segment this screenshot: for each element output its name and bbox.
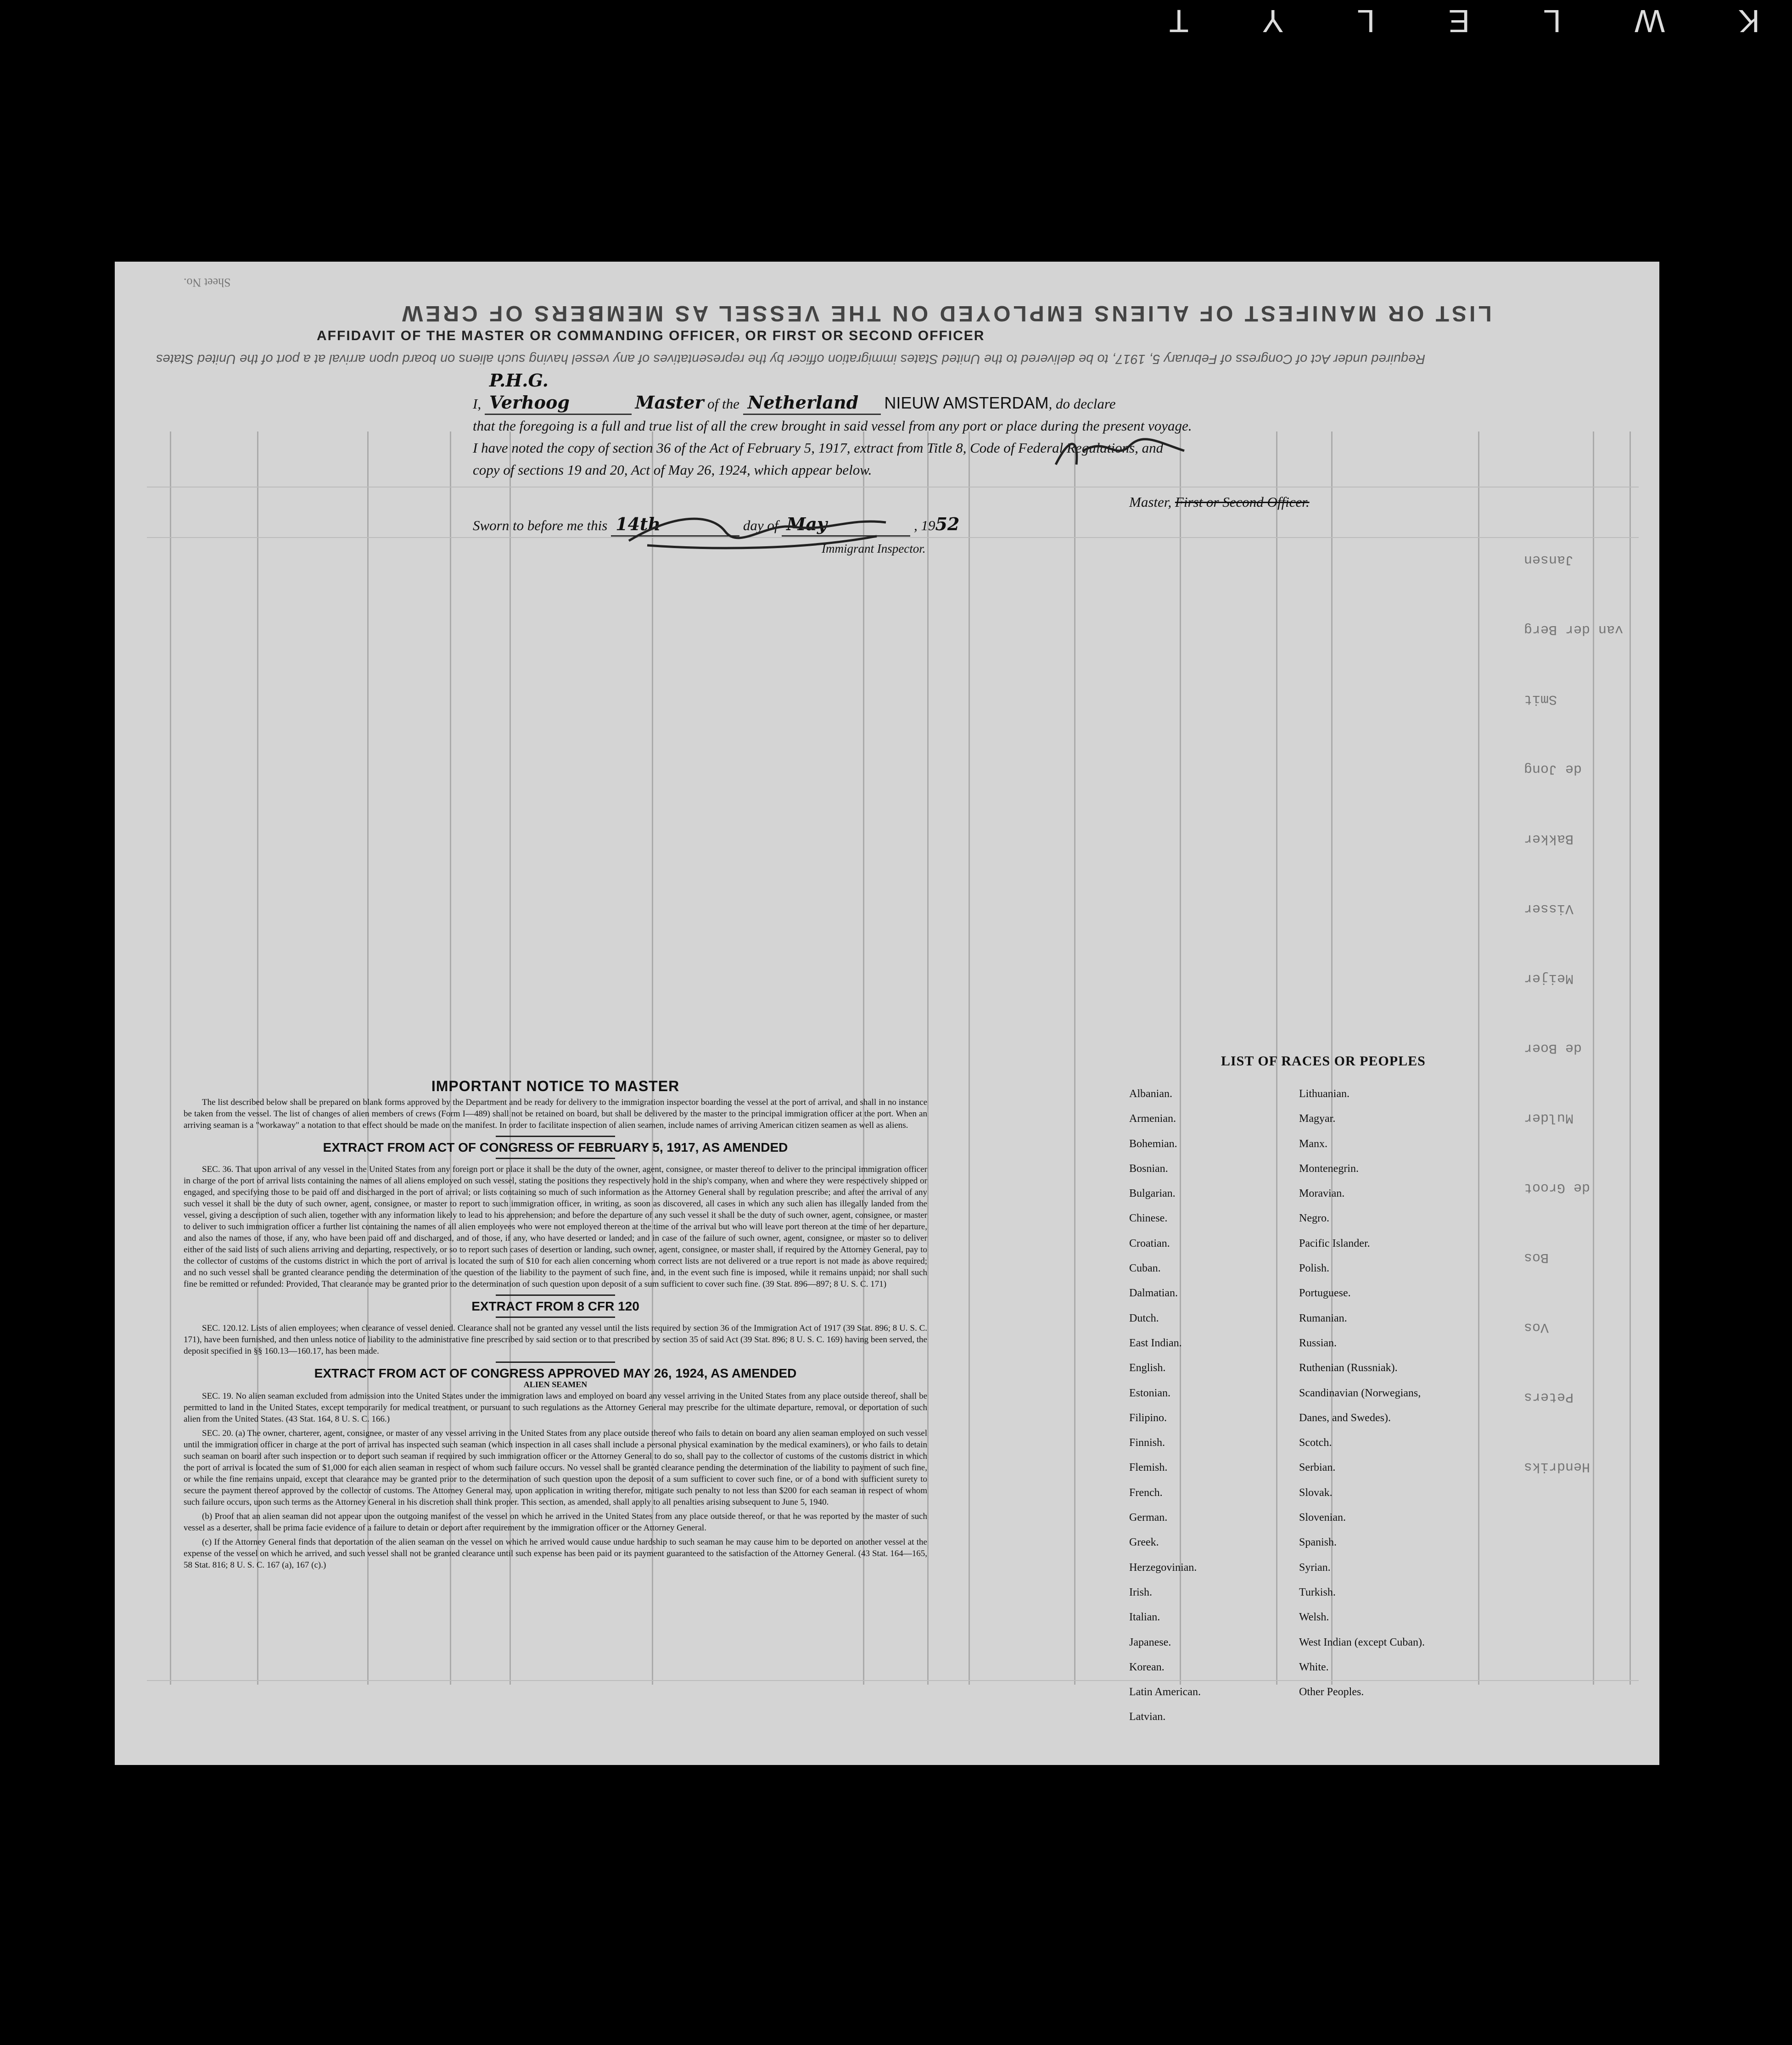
race-item: Magyar. (1299, 1113, 1336, 1125)
race-item: Herzegovinian. (1129, 1561, 1197, 1574)
race-item: English. (1129, 1362, 1166, 1374)
sworn-line: Sworn to before me this 14th day of May , 1952 (473, 513, 1409, 537)
race-item: Montenegrin. (1299, 1162, 1359, 1175)
race-item: Negro. (1299, 1212, 1329, 1225)
extract-cfr-text: SEC. 120.12. Lists of alien employees; when clearance of vessel denied. Clearance shall not be granted any vessel until the lists required by section 36 of the Immigration Act of 1917 (39 Stat. 896; 8 U. S. C. 171), have been furnished, and then unless notice of liability to the administrative fine prescribed by said section or to that prescribed by section 35 of said Act (39 Stat. 896; 8 U. S. C. 169) having been served, the deposit specified in §§ 160.13—160.17, has been made. (184, 1323, 927, 1356)
race-item: Bohemian. (1129, 1137, 1177, 1150)
race-item: Albanian. (1129, 1088, 1172, 1100)
race-item: Greek. (1129, 1536, 1159, 1549)
nationality-handwritten: Netherland (743, 392, 881, 415)
race-item: Latvian. (1129, 1711, 1166, 1723)
race-item: East Indian. (1129, 1337, 1182, 1349)
race-item: Dutch. (1129, 1312, 1159, 1324)
bleed-name: Bakker (1524, 831, 1574, 846)
race-item: German. (1129, 1512, 1168, 1524)
master-signature (1051, 432, 1189, 481)
film-mark: T (1169, 3, 1189, 39)
race-item: Armenian. (1129, 1113, 1176, 1125)
bleed-name: Smit (1524, 691, 1557, 707)
races-column-2 (1299, 1088, 1425, 1711)
race-item: Moravian. (1299, 1188, 1345, 1200)
sheet-number-label: Sheet No. (184, 276, 231, 289)
race-item: Scandinavian (Norwegians, (1299, 1387, 1421, 1399)
race-item: Scotch. (1299, 1437, 1332, 1449)
race-item: Bulgarian. (1129, 1188, 1176, 1200)
extract-1924-heading: EXTRACT FROM ACT OF CONGRESS APPROVED MAY 26, 1924, AS AMENDED (314, 1366, 797, 1380)
affidavit-text (473, 370, 1409, 537)
bleed-name: de Jong (1524, 761, 1582, 777)
race-item: Estonian. (1129, 1387, 1170, 1399)
race-item: Chinese. (1129, 1212, 1168, 1225)
bleed-name: de Boer (1524, 1040, 1582, 1056)
inspector-caption: Immigrant Inspector. (822, 542, 926, 555)
vessel-name-stamp: NIEUW AMSTERDAM (884, 393, 1049, 412)
race-item: Turkish. (1299, 1586, 1336, 1598)
race-item: Dalmatian. (1129, 1287, 1178, 1300)
extract-1917-heading: EXTRACT FROM ACT OF CONGRESS OF FEBRUARY 5, 1917, AS AMENDED (323, 1140, 788, 1154)
race-item: Flemish. (1129, 1462, 1168, 1474)
affidavit-heading: AFFIDAVIT OF THE MASTER OR COMMANDING OFFICER, OR FIRST OR SECOND OFFICER (317, 328, 985, 343)
sworn-year-handwritten: 52 (935, 514, 960, 534)
sec-20b-text: (b) Proof that an alien seaman did not appear upon the outgoing manifest of the vessel on which he arrived in the United States from any place outside thereof, or that he was reported by the master of such vessel as a deserter, shall be prima facie evidence of a failure to detain or deport after requirement by the immigration officer or the Attorney General. (184, 1512, 927, 1533)
race-item: Serbian. (1299, 1462, 1336, 1474)
form-title-mirrored: LIST OR MANIFEST OF ALIENS EMPLOYED ON THE VESSEL AS MEMBERS OF CREW (399, 301, 1492, 325)
race-item: Finnish. (1129, 1437, 1165, 1449)
race-item: Irish. (1129, 1586, 1152, 1598)
extract-cfr-heading: EXTRACT FROM 8 CFR 120 (471, 1299, 639, 1313)
race-item: Filipino. (1129, 1412, 1167, 1424)
race-item: Other Peoples. (1299, 1686, 1364, 1698)
race-item: Croatian. (1129, 1237, 1170, 1249)
race-item: Russian. (1299, 1337, 1337, 1349)
film-mark: Y (1262, 3, 1284, 39)
races-heading: LIST OF RACES OR PEOPLES (1221, 1053, 1426, 1069)
race-item: Portuguese. (1299, 1287, 1351, 1300)
affidavit-line-4: copy of sections 19 and 20, Act of May 26, 1924, which appear below. (473, 462, 872, 478)
race-item: Bosnian. (1129, 1162, 1168, 1175)
extract-1917-text: SEC. 36. That upon arrival of any vessel in the United States from any foreign port or place it shall be the duty of the owner, agent, consignee, or master thereof to deliver to the principal immigration officer in charge of the port of arrival lists containing the names of all aliens employed on such vessel, stating the positions they respectively hold in the ship's company, when and where they were respectively shipped or engaged, and specifying those to be paid off and discharged in the port of arrival; or lists containing so much of such information as the Attorney General shall by regulation prescribe; and after the arrival of any such vessel it shall be the duty of such owner, agent, consignee, or master to report to such immigration officer, in writing, as soon as discovered, all cases in which any such alien has illegally landed from the vessel, giving a description of such alien, together with any information likely to lead to his apprehension; and before the departure of any such vessel it shall be the duty of such owner, agent, consignee, or master to deliver to such immigration officer a further list containing the names of all alien employees who were not employed thereon at the time of the arrival but who will leave port thereon at the time of her departure, and also the names of those, if any, who have been paid off and discharged, and of those, if any, who have deserted or landed; and in case of the failure of such owner, agent, consignee, or master so to deliver either of the said lists of such aliens arriving and departing, respectively, or so to report such cases of desertion or landing, such owner, agent, consignee, or master shall, if required by the Attorney General, pay to the collector of customs of the customs district in which the port of arrival is located the sum of $10 for each alien concerning whom correct lists are not delivered or a true report is not made as above required; and no such vessel shall be granted clearance pending the determination of the question of the liability to the payment of such fine, and, in the event such fine is imposed, while it remains unpaid; nor shall such fine be remitted or refunded: Provided, That clearance may be granted prior to the determination of such question upon deposit of a sum sufficient to cover such fine. (39 Stat. 896—897; 8 U. S. C. 171) (184, 1165, 927, 1289)
bleed-name: van der Berg (1524, 622, 1624, 637)
notice-to-master (184, 1074, 927, 1574)
race-item: Slovenian. (1299, 1512, 1346, 1524)
film-mark: L (1543, 3, 1562, 39)
film-mark: E (1448, 3, 1470, 39)
sworn-month-handwritten: May (782, 513, 910, 537)
race-item: Syrian. (1299, 1561, 1331, 1574)
affidavit-line-1: I, P.H.G. Verhoog Master of the Netherland NIEUW AMSTERDAM, do declare (473, 370, 1409, 415)
race-item: West Indian (except Cuban). (1299, 1636, 1425, 1648)
race-item: Latin American. (1129, 1686, 1201, 1698)
film-mark: K (1738, 3, 1760, 39)
race-item: Pacific Islander. (1299, 1237, 1370, 1249)
film-mark: L (1357, 3, 1375, 39)
sec-20c-text: (c) If the Attorney General finds that deportation of the alien seaman on the vessel on which he arrived would cause undue hardship to such seaman he may cause him to be deported on another vessel at the expense of the vessel on which he arrived, and such vessel shall not be granted clearance until such expense has been paid or its payment guaranteed to the satisfaction of the Attorney General. (43 Stat. 164—165, 58 Stat. 816; 8 U. S. C. 167 (a), 167 (c).) (184, 1537, 927, 1570)
sec-20a-text: SEC. 20. (a) The owner, charterer, agent, consignee, or master of any vessel arriving in the United States from any place outside thereof who fails to detain on board any alien seaman employed on such vessel until the immigration officer in charge at the port of arrival has inspected such seaman (which inspection in all cases shall include a personal physical examination by the medical examiners), or who fails to detain such seaman on board after such inspection or to deport such seaman if required by such immigration officer or the Attorney General to do so, shall pay to the collector of customs of the customs district in which the port of arrival is located the sum of $1,000 for each alien seaman in respect of whom such failure occurs. No vessel shall be granted clearance pending the determination of the liability to payment of such fine, or while the fine remains unpaid, except that clearance may be granted prior to the determination of such question upon the deposit of a sum sufficient to cover such fine, or of a bond with sufficient surety to secure the payment thereof approved by the collector of customs. The Attorney General may, upon application in writing therefor, mitigate such penalty to not less than $200 for each seaman in respect of whom such failure occurs, upon such terms as the Attorney General in his discretion shall think proper. This section, as amended, shall apply to all penalties arising subsequent to June 5, 1940. (184, 1429, 927, 1507)
notice-text: The list described below shall be prepared on blank forms approved by the Department and be ready for delivery to the immigration inspector boarding the vessel at the port of arrival, and shall in no instance be taken from the vessel. The list of changes of alien members of crews (Form I—489) shall not be retained on board, but shall be delivered by the master to the principal immigration officer at the port. When an arriving seaman is a "workaway" a notation to that effect should be made on the manifest. In order to facilitate inspection of alien seamen, include names of arriving American citizen seamen as well as aliens. (184, 1098, 927, 1130)
alien-seamen-subheading: ALIEN SEAMEN (523, 1380, 588, 1389)
races-column-1 (1129, 1088, 1201, 1736)
race-item: Polish. (1299, 1262, 1330, 1275)
race-item: Italian. (1129, 1611, 1160, 1624)
bleed-name: Visser (1524, 901, 1574, 916)
race-item: Ruthenian (Russniak). (1299, 1362, 1398, 1374)
affidavit-line-2: that the foregoing is a full and true list of all the crew brought in said vessel from any port or place during the present voyage. (473, 418, 1192, 434)
bleed-name: Jansen (1524, 552, 1574, 567)
race-item: Korean. (1129, 1661, 1165, 1673)
notice-heading: IMPORTANT NOTICE TO MASTER (431, 1078, 680, 1094)
race-item: Spanish. (1299, 1536, 1337, 1549)
sworn-day-handwritten: 14th (611, 513, 739, 537)
bleed-name: Bos (1524, 1249, 1549, 1265)
form-requirement-mirrored: Required under Act of Congress of February 5, 1917, to be delivered to the United States immigration officer by the representatives of any vessel having such aliens on board upon arrival at a port of the United States (156, 352, 1426, 366)
manifest-sheet (115, 262, 1659, 1765)
bleed-name: Vos (1524, 1319, 1549, 1335)
master-name-handwritten: P.H.G. Verhoog (485, 370, 632, 415)
race-item: Lithuanian. (1299, 1088, 1350, 1100)
rank-handwritten: Master (635, 392, 704, 413)
race-item: Japanese. (1129, 1636, 1171, 1648)
race-item: Cuban. (1129, 1262, 1161, 1275)
film-mark: W (1635, 3, 1665, 39)
bleed-name: Peters (1524, 1389, 1574, 1405)
bleed-name: de Groot (1524, 1180, 1590, 1195)
race-item: Rumanian. (1299, 1312, 1347, 1324)
bleed-name: Hendriks (1524, 1459, 1590, 1474)
race-item: Manx. (1299, 1137, 1327, 1150)
master-caption: Master, First or Second Officer. (1129, 494, 1310, 510)
microfilm-frame-marks (1169, 3, 1760, 39)
race-item: White. (1299, 1661, 1329, 1673)
race-item: French. (1129, 1486, 1163, 1499)
sec-19-text: SEC. 19. No alien seaman excluded from admission into the United States under the immigration laws and employed on board any vessel arriving in the United States from any place outside thereof, shall be permitted to land in the United States, except temporarily for medical treatment, or pursuant to such regulations as the Attorney General may prescribe for the ultimate departure, removal, or deportation of such alien from the United States. (43 Stat. 164, 8 U. S. C. 166.) (184, 1391, 927, 1424)
race-item: Welsh. (1299, 1611, 1329, 1624)
bleed-name: Mulder (1524, 1110, 1574, 1126)
affidavit-line-3: I have noted the copy of section 36 of the Act of February 5, 1917, extract from Title 8, Code of Federal Regulations, and (473, 440, 1164, 456)
race-item: Danes, and Swedes). (1299, 1412, 1391, 1424)
race-item: Slovak. (1299, 1486, 1333, 1499)
bleed-name: Meijer (1524, 970, 1574, 986)
